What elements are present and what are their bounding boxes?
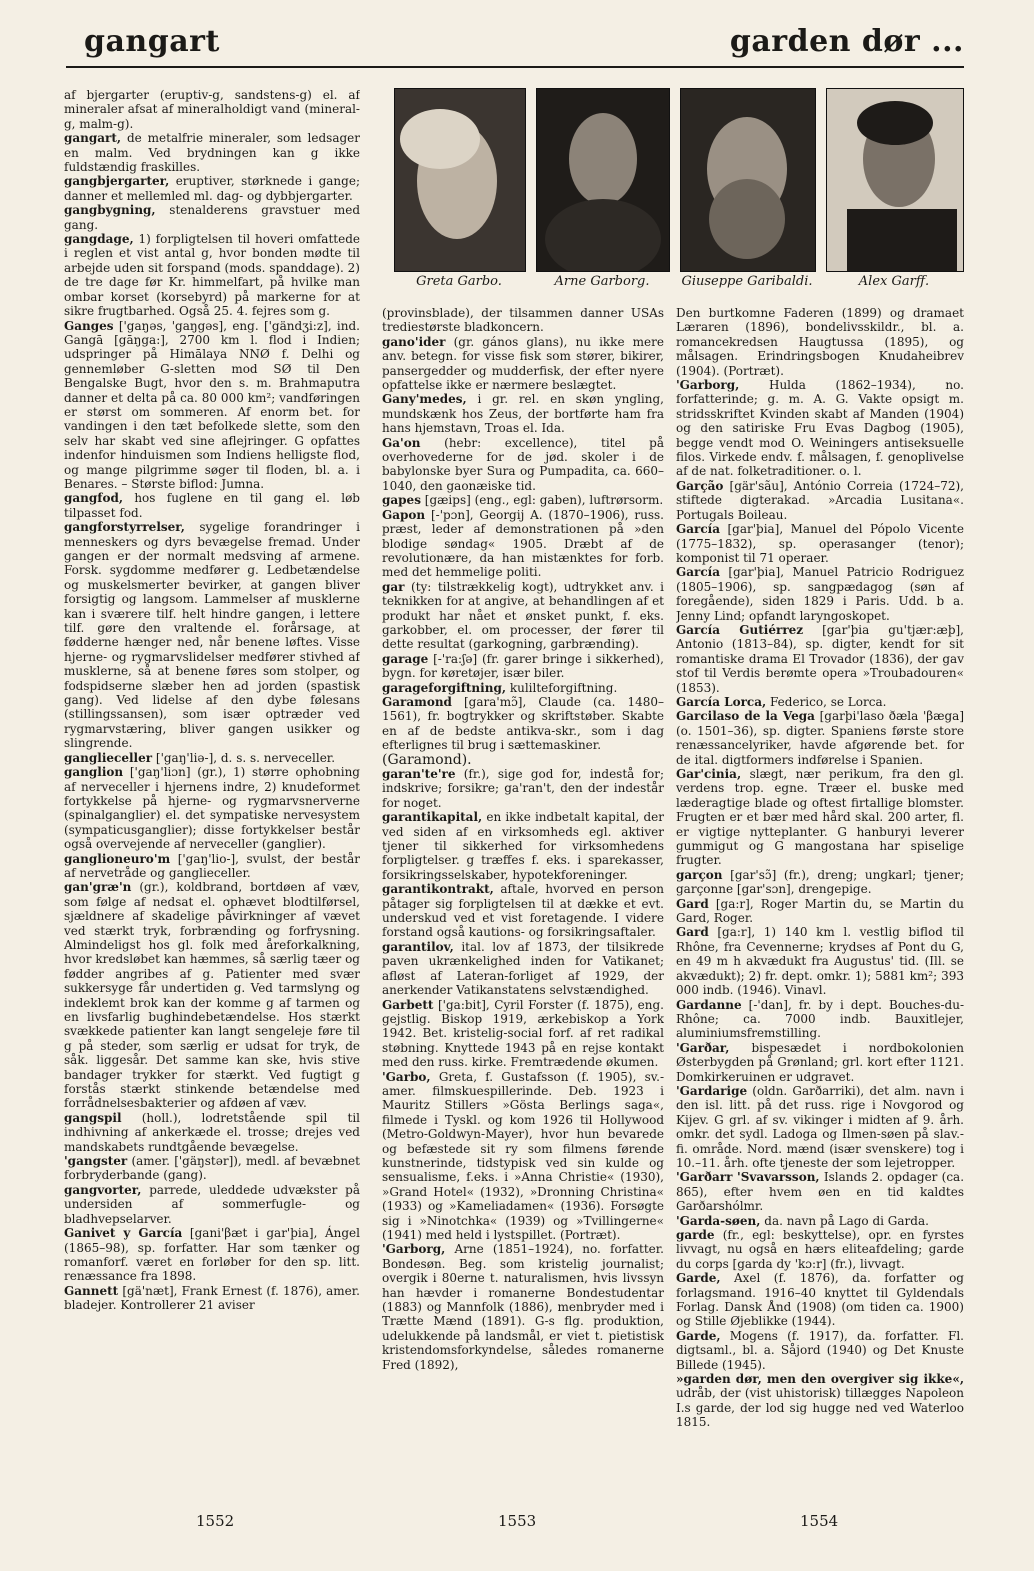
dictionary-entry xyxy=(676,1271,964,1329)
dictionary-entry xyxy=(382,580,664,652)
caption-greta-garbo: Greta Garbo. xyxy=(416,274,502,289)
portrait-greta-garbo xyxy=(394,88,526,272)
portrait-arne-garborg xyxy=(536,88,670,272)
dictionary-entry xyxy=(64,174,360,203)
dictionary-entry xyxy=(64,1183,360,1226)
caption-alex-garff: Alex Garff. xyxy=(858,274,930,289)
page-number-1554: 1554 xyxy=(800,1512,839,1530)
dictionary-entry xyxy=(382,652,664,681)
dictionary-entry xyxy=(64,131,360,174)
entry-text: [-'ra:ʃə] (fr. garer bringe i sikkerhed), bygn. for køretøjer, især biler. xyxy=(382,651,664,681)
dictionary-entry xyxy=(676,1084,964,1170)
entry-headword: ganglion xyxy=(64,765,124,780)
entry-headword: 'Garborg, xyxy=(676,378,740,393)
dictionary-entry xyxy=(382,998,664,1070)
entry-headword: Garde, xyxy=(676,1271,721,1286)
portrait-alex-garff xyxy=(826,88,964,272)
entry-headword: gar xyxy=(382,579,405,594)
entry-text: kulilteforgiftning. xyxy=(509,680,618,695)
dictionary-entry xyxy=(676,897,964,926)
dictionary-entry xyxy=(676,479,964,522)
dictionary-entry xyxy=(382,306,664,335)
entry-headword: 'Garðar, xyxy=(676,1040,730,1055)
dictionary-entry xyxy=(382,335,664,393)
entry-headword: 'gangster xyxy=(64,1154,128,1169)
entry-headword: García xyxy=(676,565,720,580)
entry-headword: garageforgiftning, xyxy=(382,680,507,695)
dictionary-entry xyxy=(64,1154,360,1183)
entry-headword: Garcilaso de la Vega xyxy=(676,709,815,724)
entry-text: [gæips] (eng., egl: gaben), luftrørsorm. xyxy=(424,493,664,508)
entry-text: (fr.), sige god for, indestå for; indskrive; forsikre; ga'ran't, den der indestår for noget. xyxy=(382,767,664,810)
entry-headword: gangbygning, xyxy=(64,203,156,218)
column-1 xyxy=(64,88,360,1488)
entry-text: ['ga:bit], Cyril Forster (f. 1875), eng. gejstlig. Biskop 1919, ærkebiskop a York 1942. Bet. kristelig-social forf. af ret radikal støbning. Knyttede 1943 på en rejse kontakt med den russ. kirke. Fremtrædende økumen. xyxy=(382,997,664,1070)
entry-text: [gar'þia], Manuel Patricio Rodriguez (1805–1906), sp. sangpædagog (søn af foregående), siden 1829 i Paris. Udd. b a. Jenny Lind; opfandt laryngoskopet. xyxy=(676,565,964,623)
entry-headword: García Gutiérrez xyxy=(676,622,804,637)
entry-text: (amer. ['gäŋstər]), medl. af bevæbnet forbryderbande (gang). xyxy=(64,1154,360,1183)
dictionary-entry xyxy=(64,1226,360,1284)
entry-text: ['gaŋ'lio-], svulst, der består af nervetråde og ganglieceller. xyxy=(64,851,360,880)
entry-text: (gr. gános glans), nu ikke mere anv. betegn. for visse fisk som stører, bikirer, pansergedder og mudderfisk, der efter nyere opfattelse ikke er nærmere beslægtet. xyxy=(382,334,664,393)
dictionary-entry xyxy=(676,868,964,897)
dictionary-entry xyxy=(64,319,360,492)
entry-text: (oldn. Garðarriki), det alm. navn i den isl. litt. på det russ. rige i Novgorod og Kijev. G grl. af sv. vikinger i midten af 9. årh. omkr. det sydl. Ladoga og Ilmen-søen på slav.-fi. område. Nord. mænd (især svenskere) tog i 10.–11. årh. ofte tjeneste der som lejetropper. xyxy=(676,1083,964,1170)
entry-text: Arne (1851–1924), no. forfatter. Bondesøn. Beg. som kristelig journalist; overgik i 80erne t. naturalismen, hvis livssyn han hævder i romanerne Bondestudentar (1883) og Mannfolk (1886), menbryder med i Trætte Mænd (1891). G-s flg. produktion, udelukkende på landsmål, er viet t. pietistisk kristendomsforkyndelse, således romanerne Fred (1892), xyxy=(382,1242,664,1372)
entry-headword: gangspil xyxy=(64,1110,122,1125)
entry-text: Greta, f. Gustafsson (f. 1905), sv.-amer. filmskuespillerinde. Deb. 1923 i Mauritz Stillers »Gösta Berlings saga«, filmede i Tyskl. og kom 1926 til Hollywood (Metro-Goldwyn-Mayer), hvor hun bevarede og befæstede sit ry som filmens førende kunstnerinde, tidstypisk ved sin kulde og sensualisme, f.eks. i »Anna Christie« (1930), »Grand Hotel« (1932), »Dronning Christina« (1933) og »Kameliadamen« (1936). Forsøgte sig i »Ninotchka« (1939) og »Tvillingerne« (1941) med held i lystspillet. (Portræt). xyxy=(382,1069,664,1242)
entry-headword: 'Garda-søen, xyxy=(676,1213,761,1228)
entry-headword: Gard xyxy=(676,896,709,911)
entry-headword: 'Garbo, xyxy=(382,1069,431,1084)
entry-headword: garan'te're xyxy=(382,767,456,781)
entry-headword: Garamond xyxy=(382,694,452,709)
dictionary-entry xyxy=(382,753,664,767)
running-head-right: garden dør ... xyxy=(729,24,964,59)
entry-headword: ganglioneuro'm xyxy=(64,851,171,866)
entry-headword: Gar'cinia, xyxy=(676,767,742,781)
entry-text: [garþi'laso ðæla 'βæga] (o. 1501–36), sp. digter. Spaniens første store renæssancelyriker, havde afgørende bet. for de ital. digtformers indførelse i Spanien. xyxy=(676,709,964,767)
dictionary-entry xyxy=(382,767,664,810)
column-3 xyxy=(676,306,964,1498)
entry-headword: Ga'on xyxy=(382,435,421,450)
entry-headword: garde xyxy=(676,1228,715,1242)
entry-headword: Gannett xyxy=(64,1283,119,1298)
entry-text: [-'dan], fr. by i dept. Bouches-du-Rhône; ca. 7000 indb. Bauxitlejer, aluminiumsfremstilling. xyxy=(676,997,964,1041)
entry-headword: »garden dør, men den overgiver sig ikke«, xyxy=(676,1372,964,1387)
dictionary-entry xyxy=(676,522,964,565)
dictionary-entry xyxy=(382,810,664,882)
entry-text: bispesædet i nordbokolonien Østerbygden på Grønland; grl. kort efter 1121. Domkirkeruinen er udgravet. xyxy=(676,1040,964,1084)
entry-headword: Garde, xyxy=(676,1328,721,1343)
entry-text: af bjergarter (eruptiv-g, sandstens-g) el. af mineraler afsat af mineralholdigt vand (mineral-g, malm-g). xyxy=(64,88,360,131)
running-head-left: gangart xyxy=(84,24,220,59)
dictionary-entry xyxy=(64,751,360,765)
entry-text: ['gaŋ'liɔn] (gr.), 1) større ophobning af nerveceller i hjernens indre, 2) knudeformet fortykkelse på hjerne- og rygmarvsnerverne (spinalganglier) el. det sympatiske nervesystem (sympaticusganglier); disse fortykkelser består også overvejende af nerveceller (ganglier). xyxy=(64,765,360,852)
entry-headword: 'Garborg, xyxy=(382,1242,446,1257)
entry-text: ['gaŋ'liə-], d. s. s. nerveceller. xyxy=(155,750,336,765)
entry-headword: gano'ider xyxy=(382,334,446,349)
entry-text: (fr., egl: beskyttelse), opr. en fyrstes livvagt, nu også en hærs eliteafdeling; garde du corps [garda dy 'kɔ:r] (fr.), livvagt. xyxy=(676,1228,964,1271)
entry-text: de metalfrie mineraler, som ledsager en malm. Ved brydningen kan g ikke fuldstændig fraskilles. xyxy=(64,131,360,175)
entry-headword: gangvorter, xyxy=(64,1182,142,1197)
entry-text: [ga:r], Roger Martin du, se Martin du Gard, Roger. xyxy=(676,896,964,926)
dictionary-entry xyxy=(676,1041,964,1084)
entry-text: parrede, uleddede udvækster på undersiden af sommerfugle- og bladhvepselarver. xyxy=(64,1182,360,1226)
entry-text: (holl.), lodretstående spil til indhivning af ankerkæde el. trosse; drejes ved mandskabets rundtgående bevægelse. xyxy=(64,1110,360,1154)
dictionary-entry xyxy=(676,623,964,695)
dictionary-entry xyxy=(676,1214,964,1228)
header-rule xyxy=(66,66,964,68)
dictionary-entry xyxy=(676,306,964,378)
entry-text: [gar'sɔ̃] (fr.), dreng; ungkarl; tjener; garçonne [gar'sɔn], drengepige. xyxy=(676,867,964,897)
entry-headword: Gany'medes, xyxy=(382,392,467,407)
entry-text: udråb, der (vist uhistorisk) tillægges Napoleon I.s garde, der lod sig hugge ned ved Waterloo 1815. xyxy=(676,1386,964,1430)
entry-text: ital. lov af 1873, der tilsikrede paven ukrænkelighed inden for Vatikanet; afløst af Lateran-forliget af 1929, der anerkender Vatikanstatens selvstændighed. xyxy=(382,939,664,998)
column-2 xyxy=(382,306,664,1498)
dictionary-entry xyxy=(64,520,360,751)
dictionary-entry xyxy=(382,695,664,753)
dictionary-entry xyxy=(64,203,360,232)
entry-headword: gapes xyxy=(382,493,421,508)
dictionary-entry xyxy=(676,1329,964,1372)
entry-headword: gan'græ'n xyxy=(64,880,132,895)
dictionary-entry xyxy=(382,493,664,507)
dictionary-entry xyxy=(676,1170,964,1213)
entry-text: (Garamond). xyxy=(382,751,472,768)
entry-text: Hulda (1862–1934), no. forfatterinde; g. m. A. G. Vakte opsigt m. stridsskriftet Kvinden skabt af Manden (1904) og den satiriske Fru Evas Dagbog (1905), begge vendt mod O. Weiningers antiseksuelle filos. Virkede endv. f. målsagen, f. genoplivelse af de nat. folketraditioner. o. l. xyxy=(676,378,964,479)
entry-headword: gangdage, xyxy=(64,232,134,247)
entry-headword: gangfod, xyxy=(64,491,124,506)
entry-text: Axel (f. 1876), da. forfatter og forlagsmand. 1916–40 knyttet til Gyldendals Forlag. Dansk Ånd (1908) (om tiden ca. 1900) og Stille Øjeblikke (1944). xyxy=(676,1271,964,1329)
caption-arne-garborg: Arne Garborg. xyxy=(554,274,650,289)
entry-headword: Ganivet y García xyxy=(64,1226,183,1241)
entry-text: ['gaŋəs, 'gaŋgəs], eng. ['gändʒi:z], ind. Gangā [gāŋga:], 2700 km l. flod i Indien; udspringer på Himālaya NNØ f. Delhi og gennemløber G-sletten mod SØ til Den Bengalske Bugt, hvor den s. m. Brahmaputra danner et delta på ca. 80 000 km²; vandføringen er størst om sommeren. Af enorm bet. for vandingen i den tæt befolkede slette, som den selv har skabt ved sine aflejringer. G opfattes indenfor hinduismen som Indiens helligste flod, og mange pilgrimme søger til floden, bl. a. i Benares. – Største biflod: Jumna. xyxy=(64,318,360,491)
entry-text: [gar'þia gu'tjær:æþ], Antonio (1813–84), sp. digter, kendt for sit romantiske drama El Trovador (1836), der gav stof til Verdis berømte opera »Troubadouren« (1853). xyxy=(676,622,964,695)
page-number-1553: 1553 xyxy=(498,1512,537,1530)
entry-text: da. navn på Lago di Garda. xyxy=(764,1213,929,1228)
dictionary-entry xyxy=(676,695,964,709)
entry-text: Federico, se Lorca. xyxy=(770,694,887,709)
entry-headword: Garbett xyxy=(382,997,434,1012)
dictionary-entry xyxy=(64,491,360,520)
entry-text: (ty: tilstrækkelig kogt), udtrykket anv. i teknikken for at angive, at behandlingen af et produkt har nået et ønsket punkt, f. eks. garkobber, el. om processer, der fører til dette resultat (garkogning, garbrænding). xyxy=(382,579,664,652)
dictionary-entry xyxy=(676,925,964,997)
entry-text: sygelige forandringer i menneskers og dyrs bevægelse fremad. Under gangen er der normalt medsving af armene. Forsk. sygdomme medfører g. Ledbetændelse og muskelsmerter bevirker, at gangen bliver forsigtig og langsom. Lammelser af musklerne kan i sværere tilf. helt hindre gangen, i lettere tilf. gøre den vraltende el. forårsage, at fødderne hænger ned, når benene løftes. Visse hjerne- og rygmarvslidelser medfører stivhed af musklerne, så at benene føres som stolper, og fodspidserne slæber hen ad jorden (spastisk gang). Ved lidelse af den dybe følesans (stillingssansen), som især optræder ved rygmarvstæring, bliver gangen usikker og slingrende. xyxy=(64,520,360,751)
entry-headword: garantikontrakt, xyxy=(382,882,494,897)
dictionary-entry xyxy=(382,392,664,435)
entry-text: [ga:r], 1) 140 km l. vestlig biflod til Rhône, fra Cevennerne; krydses af Pont du G, en 49 m h akvædukt fra Augustus' tid. (Ill. se akvædukt); 2) fr. dept. omkr. 1); 5881 km²; 393 000 indb. (1946). Vinavl. xyxy=(676,925,964,998)
entry-text: Mogens (f. 1917), da. forfatter. Fl. digtsaml., bl. a. Såjord (1940) og Det Knuste Billede (1945). xyxy=(676,1328,964,1372)
entry-text: Den burtkomne Faderen (1899) og dramaet Læraren (1896), bondelivsskildr., bl. a. romancekredsen Haugtussa (1895), og målsagen. Erindringsbogen Knudaheibrev (1904). (Portræt). xyxy=(676,306,964,378)
entry-text: (hebr: excellence), titel på overhovederne for de jød. skoler i de babylonske byer Sura og Pumpadita, ca. 660–1040, den gaonæiske tid. xyxy=(382,435,664,493)
entry-text: [gar'þia], Manuel del Pópolo Vicente (1775–1832), sp. operasanger (tenor); komponist til 71 operaer. xyxy=(676,522,964,565)
dictionary-entry xyxy=(64,88,360,131)
dictionary-entry xyxy=(676,998,964,1041)
entry-text: i gr. rel. en skøn yngling, mundskænk hos Zeus, der bortførte ham fra hans hjemstavn, Troas el. Ida. xyxy=(382,392,664,436)
entry-headword: 'Garðarr 'Svavarsson, xyxy=(676,1170,820,1185)
entry-text: Islands 2. opdager (ca. 865), efter hvem øen en tid kaldtes Garðarshólmr. xyxy=(676,1170,964,1214)
entry-headword: 'Gardarige xyxy=(676,1083,748,1098)
dictionary-entry xyxy=(64,1284,360,1313)
entry-headword: gangforstyrrelser, xyxy=(64,520,185,535)
page-number-1552: 1552 xyxy=(196,1512,235,1530)
dictionary-entry xyxy=(64,232,360,318)
entry-headword: gangart, xyxy=(64,131,122,146)
entry-headword: Gapon xyxy=(382,507,426,522)
entry-headword: gangbjergarter, xyxy=(64,174,170,189)
entry-text: [-'pɔn], Georgij A. (1870–1906), russ. præst, leder af demonstrationen på »den blodige søndag« 1905. Dræbt af de revolutionære, da han mistænktes for forb. med det hemmelige politi. xyxy=(382,507,664,580)
entry-text: [gani'βæt i gar'þia], Ángel (1865–98), sp. forfatter. Har som tænker og romanforf. været en forløber for den sp. litt. renæssance fra 1898. xyxy=(64,1226,360,1284)
entry-headword: Gard xyxy=(676,925,709,940)
entry-text: hos fuglene en til gang el. løb tilpasset fod. xyxy=(64,491,360,520)
entry-text: slægt, nær perikum, fra den gl. verdens trop. egne. Træer el. buske med læderagtige blade og oftest firtallige blomster. Frugten er et bær med hård skal. 200 arter, fl. er vigtige nytteplanter. G hanburyi leverer gummigut og G mangostana har spiselige frugter. xyxy=(676,767,964,868)
dictionary-entry xyxy=(676,709,964,767)
dictionary-entry xyxy=(382,508,664,580)
dictionary-entry xyxy=(382,1070,664,1243)
dictionary-entry xyxy=(676,565,964,623)
entry-headword: García Lorca, xyxy=(676,694,767,709)
entry-text: (provinsblade), der tilsammen danner USAs trediestørste bladkoncern. xyxy=(382,306,664,335)
entry-headword: Garção xyxy=(676,478,724,493)
entry-text: [gär'sãu], António Correia (1724–72), stiftede digterakad. »Arcadia Lusitana«. Portugals Boileau. xyxy=(676,478,964,522)
dictionary-entry xyxy=(382,940,664,998)
dictionary-entry xyxy=(382,681,664,695)
dictionary-entry xyxy=(382,882,664,940)
entry-headword: Ganges xyxy=(64,318,114,333)
dictionary-entry xyxy=(64,852,360,881)
dictionary-entry xyxy=(382,436,664,494)
entry-headword: garage xyxy=(382,651,429,666)
portrait-giuseppe-garibaldi xyxy=(680,88,816,272)
entry-text: eruptiver, størknede i gange; danner et mellemled ml. dag- og dybbjergarter. xyxy=(64,174,360,203)
dictionary-entry xyxy=(676,1228,964,1271)
entry-headword: Gardanne xyxy=(676,997,742,1012)
entry-text: en ikke indbetalt kapital, der ved siden af en virksomheds egl. aktiver tjener til sikkerhed for virksomhedens forpligtelser. g træffes f. eks. i sparekasser, forsikringsselskaber, hypotekforeninger. xyxy=(382,810,664,882)
dictionary-entry xyxy=(64,765,360,851)
entry-text: [gara'mɔ̃], Claude (ca. 1480–1561), fr. bogtrykker og skriftstøber. Skabte en af de bedste antikva-skr., som i dag efterlignes til brug i sættemaskiner. xyxy=(382,694,664,753)
entry-text: aftale, hvorved en person påtager sig forpligtelsen til at dække et evt. underskud ved et vist foretagende. I videre forstand også kautions- og forsikringsaftaler. xyxy=(382,882,664,940)
dictionary-entry xyxy=(382,1242,664,1372)
dictionary-entry xyxy=(64,880,360,1111)
dictionary-entry xyxy=(676,1372,964,1430)
entry-headword: ganglieceller xyxy=(64,750,153,765)
dictionary-entry xyxy=(676,767,964,868)
entry-text: 1) forpligtelsen til hoveri omfattede i reglen et vist antal g, hvor bonden mødte til arbejde uden sit forspand (mods. spanddage). 2) de tre dage før Kr. himmelfart, på hvilke man ombar korset (korsebyrd) på markerne for at sikre frugtbarhed. Også 25. 4. fejres som g. xyxy=(64,232,360,319)
entry-text: [gä'næt], Frank Ernest (f. 1876), amer. bladejer. Kontrollerer 21 aviser xyxy=(64,1283,360,1313)
dictionary-entry xyxy=(676,378,964,479)
portrait-strip xyxy=(386,88,966,298)
dictionary-entry xyxy=(64,1111,360,1154)
entry-text: (gr.), koldbrand, bortdøen af væv, som følge af nedsat el. ophævet blodtilførsel, sjældnere af skadelige påvirkninger af vævet ved stærkt tryk, forbrænding og forfrysning. Almindeligst hos gl. folk med åreforkalkning, hvor kredsløbet kan hæmmes, så særlig tæer og fødder angribes af g. Patienter med svær sukkersyge får undertiden g. Ved tarmslyng og indeklemt brok kan der komme g af tarmen og en livsfarlig bughindebetændelse. Hos stærkt svækkede patienter kan langt sengeleje føre til g på steder, som særlig er udsat for tryk, de såk. liggesår. Det samme kan ske, hvis stive bandager trykker for stærkt. Ved fugtigt g forstås stærkt stinkende betændelse med forrådnelsesbakterier og afdøen af væv. xyxy=(64,880,360,1111)
entry-headword: garantikapital, xyxy=(382,810,483,825)
entry-text: stenalderens gravstuer med gang. xyxy=(64,203,360,232)
caption-giuseppe-garibaldi: Giuseppe Garibaldi. xyxy=(681,274,813,289)
entry-headword: garçon xyxy=(676,867,723,882)
entry-headword: García xyxy=(676,522,720,537)
entry-headword: garantilov, xyxy=(382,939,454,954)
